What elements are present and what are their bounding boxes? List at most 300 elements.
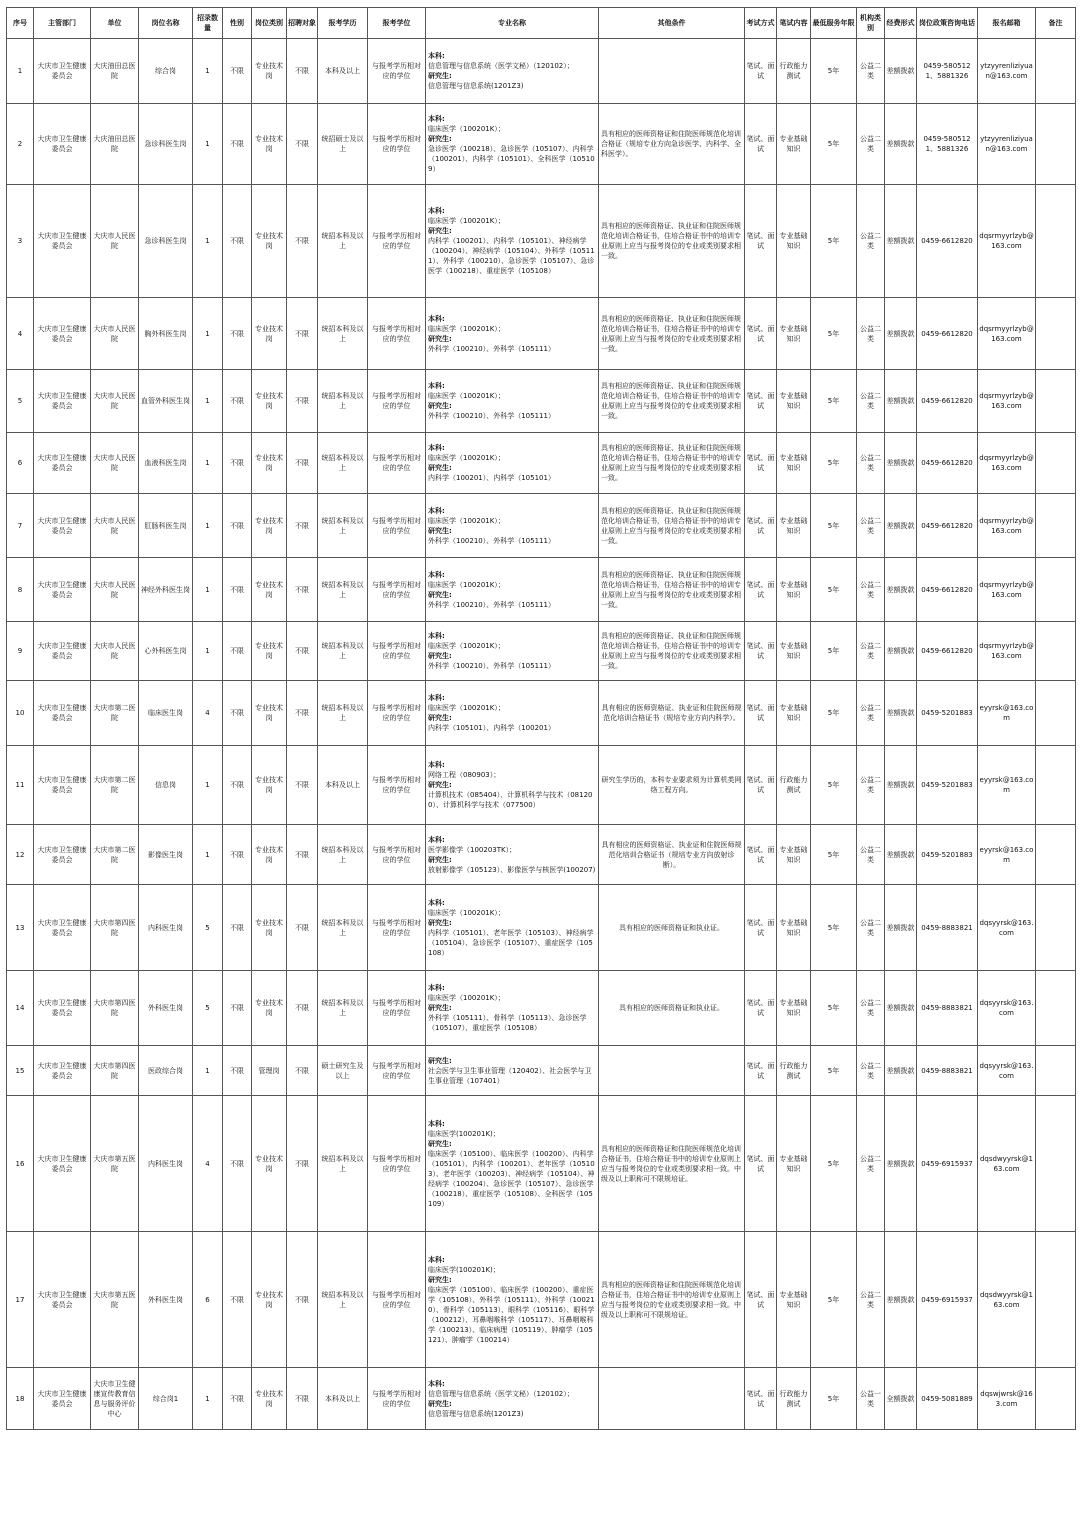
- dept-cell: 大庆市卫生健康委员会: [34, 1046, 91, 1096]
- post-cell: 外科医生岗: [139, 1232, 193, 1368]
- quota-cell: 1: [193, 622, 223, 681]
- condition-cell: 具有相应的医师资格证和住院医师规范化培训合格证书，住培合格证书中的培训专业原则上应当与报考岗位的专业或类别要求相一致。中级及以上职称可不限规培证。: [599, 1096, 745, 1232]
- undergrad-label: 本科:: [428, 835, 445, 844]
- condition-cell: [599, 1368, 745, 1430]
- table-row: [7, 494, 1076, 558]
- unit-cell: 大庆市第二医院: [91, 681, 139, 746]
- degree-cell: 与报考学历相对应的学位: [368, 746, 426, 825]
- seq-cell: 1: [7, 39, 34, 104]
- exam-content-cell: 行政能力测试: [777, 1368, 811, 1430]
- email-cell: dqsrmyyrlzyb@163.com: [978, 370, 1036, 433]
- exam-method-cell: 笔试、面试: [745, 746, 777, 825]
- exam-content-cell: 行政能力测试: [777, 39, 811, 104]
- condition-cell: [599, 39, 745, 104]
- email-cell: eyyrsk@163.com: [978, 681, 1036, 746]
- quota-cell: 1: [193, 746, 223, 825]
- undergrad-label: 本科:: [428, 444, 445, 452]
- table-row: [7, 39, 1076, 104]
- education-cell: 统招硕士及以上: [318, 104, 368, 185]
- post-cell: 胸外科医生岗: [139, 298, 193, 370]
- org-type-cell: 公益二类: [857, 622, 885, 681]
- phone-cell: 0459-6915937: [917, 1232, 978, 1368]
- recruitment-sheet: [6, 7, 1076, 1430]
- exam-method-cell: 笔试、面试: [745, 1232, 777, 1368]
- service-years-cell: 5年: [811, 370, 857, 433]
- degree-cell: 与报考学历相对应的学位: [368, 494, 426, 558]
- unit-cell: 大庆市第四医院: [91, 885, 139, 971]
- service-years-cell: 5年: [811, 298, 857, 370]
- seq-cell: 9: [7, 622, 34, 681]
- service-years-cell: 5年: [811, 746, 857, 825]
- col-header: 岗位政策咨询电话: [917, 8, 978, 39]
- funding-cell: 差额拨款: [885, 370, 917, 433]
- funding-cell: 差额拨款: [885, 298, 917, 370]
- org-type-cell: 公益二类: [857, 494, 885, 558]
- exam-content-cell: 专业基础知识: [777, 1096, 811, 1232]
- col-header: 招聘对象: [287, 8, 318, 39]
- dept-cell: 大庆市卫生健康委员会: [34, 1232, 91, 1368]
- gender-cell: 不限: [223, 1232, 252, 1368]
- org-type-cell: 公益二类: [857, 185, 885, 298]
- col-header: 最低服务年限: [811, 8, 857, 39]
- post-cell: 内科医生岗: [139, 885, 193, 971]
- grad-label: 研究生:: [428, 590, 452, 599]
- degree-cell: 与报考学历相对应的学位: [368, 298, 426, 370]
- education-cell: 统招本科及以上: [318, 825, 368, 885]
- degree-cell: 与报考学历相对应的学位: [368, 1046, 426, 1096]
- funding-cell: 差额拨款: [885, 622, 917, 681]
- col-header: 其他条件: [599, 8, 745, 39]
- service-years-cell: 5年: [811, 185, 857, 298]
- org-type-cell: 公益二类: [857, 433, 885, 494]
- note-cell: [1036, 1368, 1076, 1430]
- major-cell: [426, 1232, 599, 1368]
- category-cell: 专业技术岗: [252, 494, 287, 558]
- funding-cell: 差额拨款: [885, 433, 917, 494]
- grad-majors: 信息管理与信息系统(1201Z3): [428, 82, 524, 90]
- exam-method-cell: 笔试、面试: [745, 433, 777, 494]
- condition-cell: 具有相应的医师资格证、执业证和住院医师规范化培训合格证书（规培专业方向放射诊断）。: [599, 825, 745, 885]
- note-cell: [1036, 1232, 1076, 1368]
- quota-cell: 1: [193, 433, 223, 494]
- note-cell: [1036, 185, 1076, 298]
- quota-cell: 5: [193, 885, 223, 971]
- category-cell: 专业技术岗: [252, 39, 287, 104]
- phone-cell: 0459-5201883: [917, 681, 978, 746]
- target-cell: 不限: [287, 433, 318, 494]
- note-cell: [1036, 1046, 1076, 1096]
- undergrad-majors: 临床医学（100201K）；: [428, 217, 505, 225]
- org-type-cell: 公益二类: [857, 370, 885, 433]
- seq-cell: 13: [7, 885, 34, 971]
- education-cell: 统招本科及以上: [318, 185, 368, 298]
- degree-cell: 与报考学历相对应的学位: [368, 370, 426, 433]
- phone-cell: 0459-8883821: [917, 1046, 978, 1096]
- grad-majors: 外科学（100210）、外科学（105111）: [428, 344, 555, 353]
- degree-cell: 与报考学历相对应的学位: [368, 185, 426, 298]
- major-cell: [426, 885, 599, 971]
- phone-cell: 0459-6612820: [917, 298, 978, 370]
- condition-cell: 具有相应的医师资格证、执业证和住院医师规范化培训合格证书，住培合格证书中的培训专业原则上应当与报考岗位的专业或类别要求相一致。: [599, 433, 745, 494]
- unit-cell: 大庆市人民医院: [91, 558, 139, 622]
- post-cell: 肛肠科医生岗: [139, 494, 193, 558]
- col-header: 考试方式: [745, 8, 777, 39]
- major-cell: [426, 185, 599, 298]
- target-cell: 不限: [287, 39, 318, 104]
- grad-majors: 外科学（100210）、外科学（105111）: [428, 662, 555, 670]
- col-header: 经费形式: [885, 8, 917, 39]
- quota-cell: 4: [193, 681, 223, 746]
- category-cell: 专业技术岗: [252, 298, 287, 370]
- org-type-cell: 公益二类: [857, 104, 885, 185]
- dept-cell: 大庆市卫生健康委员会: [34, 39, 91, 104]
- table-row: [7, 885, 1076, 971]
- table-row: [7, 558, 1076, 622]
- funding-cell: 差额拨款: [885, 104, 917, 185]
- dept-cell: 大庆市卫生健康委员会: [34, 746, 91, 825]
- undergrad-majors: 临床医学（100201K）；: [428, 516, 505, 525]
- org-type-cell: 公益二类: [857, 681, 885, 746]
- grad-majors: 放射影像学（105123）、影像医学与核医学(100207): [428, 865, 596, 874]
- degree-cell: 与报考学历相对应的学位: [368, 104, 426, 185]
- education-cell: 统招本科及以上: [318, 298, 368, 370]
- email-cell: eyyrsk@163.com: [978, 825, 1036, 885]
- phone-cell: 0459-6915937: [917, 1096, 978, 1232]
- service-years-cell: 5年: [811, 39, 857, 104]
- table-row: [7, 433, 1076, 494]
- category-cell: 专业技术岗: [252, 746, 287, 825]
- post-cell: 综合岗1: [139, 1368, 193, 1430]
- major-cell: [426, 433, 599, 494]
- funding-cell: 差额拨款: [885, 1096, 917, 1232]
- table-row: [7, 1046, 1076, 1096]
- org-type-cell: 公益二类: [857, 1046, 885, 1096]
- education-cell: 本科及以上: [318, 39, 368, 104]
- quota-cell: 1: [193, 185, 223, 298]
- exam-content-cell: 专业基础知识: [777, 622, 811, 681]
- undergrad-label: 本科:: [428, 506, 445, 515]
- gender-cell: 不限: [223, 185, 252, 298]
- post-cell: 信息岗: [139, 746, 193, 825]
- condition-cell: 具有相应的医师资格证和住院医师规范化培训合格证（规培专业方向急诊医学、内科学、全科医学）。: [599, 104, 745, 185]
- target-cell: 不限: [287, 971, 318, 1046]
- note-cell: [1036, 104, 1076, 185]
- note-cell: [1036, 971, 1076, 1046]
- education-cell: 统招本科及以上: [318, 558, 368, 622]
- grad-label: 研究生:: [428, 135, 452, 143]
- org-type-cell: 公益二类: [857, 558, 885, 622]
- gender-cell: 不限: [223, 825, 252, 885]
- major-cell: [426, 1368, 599, 1430]
- major-cell: [426, 825, 599, 885]
- unit-cell: 大庆市第二医院: [91, 746, 139, 825]
- category-cell: 专业技术岗: [252, 1232, 287, 1368]
- col-header: 备注: [1036, 8, 1076, 39]
- target-cell: 不限: [287, 298, 318, 370]
- phone-cell: 0459-8883821: [917, 885, 978, 971]
- target-cell: 不限: [287, 1046, 318, 1096]
- note-cell: [1036, 39, 1076, 104]
- target-cell: 不限: [287, 622, 318, 681]
- phone-cell: 0459-6612820: [917, 433, 978, 494]
- unit-cell: 大庆市人民医院: [91, 433, 139, 494]
- post-cell: 内科医生岗: [139, 1096, 193, 1232]
- dept-cell: 大庆市卫生健康委员会: [34, 104, 91, 185]
- exam-method-cell: 笔试、面试: [745, 370, 777, 433]
- seq-cell: 17: [7, 1232, 34, 1368]
- unit-cell: 大庆市第五医院: [91, 1232, 139, 1368]
- grad-majors: 信息管理与信息系统(1201Z3): [428, 1409, 524, 1418]
- funding-cell: 差额拨款: [885, 1046, 917, 1096]
- col-header: 序号: [7, 8, 34, 39]
- undergrad-majors: 网络工程（080903）；: [428, 771, 501, 779]
- target-cell: 不限: [287, 494, 318, 558]
- education-cell: 本科及以上: [318, 1368, 368, 1430]
- col-header: 笔试内容: [777, 8, 811, 39]
- category-cell: 管理岗: [252, 1046, 287, 1096]
- phone-cell: 0459-5805121、5881326: [917, 39, 978, 104]
- org-type-cell: 公益二类: [857, 825, 885, 885]
- quota-cell: 1: [193, 370, 223, 433]
- condition-cell: 具有相应的医师资格证、执业证和住院医师规范化培训合格证书（规培专业方向内科学）。: [599, 681, 745, 746]
- table-row: [7, 185, 1076, 298]
- dept-cell: 大庆市卫生健康委员会: [34, 185, 91, 298]
- quota-cell: 1: [193, 104, 223, 185]
- quota-cell: 1: [193, 298, 223, 370]
- major-cell: [426, 39, 599, 104]
- undergrad-majors: 临床医学（100201K）；: [428, 908, 505, 917]
- gender-cell: 不限: [223, 622, 252, 681]
- funding-cell: 差额拨款: [885, 494, 917, 558]
- unit-cell: 大庆油田总医院: [91, 39, 139, 104]
- target-cell: 不限: [287, 746, 318, 825]
- gender-cell: 不限: [223, 298, 252, 370]
- org-type-cell: 公益二类: [857, 1096, 885, 1232]
- phone-cell: 0459-5201883: [917, 746, 978, 825]
- dept-cell: 大庆市卫生健康委员会: [34, 971, 91, 1046]
- target-cell: 不限: [287, 1368, 318, 1430]
- major-cell: [426, 681, 599, 746]
- target-cell: 不限: [287, 1096, 318, 1232]
- exam-content-cell: 专业基础知识: [777, 825, 811, 885]
- unit-cell: 大庆油田总医院: [91, 104, 139, 185]
- gender-cell: 不限: [223, 1046, 252, 1096]
- table-body: [7, 39, 1076, 1430]
- target-cell: 不限: [287, 558, 318, 622]
- seq-cell: 18: [7, 1368, 34, 1430]
- undergrad-majors: 临床医学（100201K）；: [428, 704, 505, 712]
- phone-cell: 0459-6612820: [917, 622, 978, 681]
- table-row: [7, 298, 1076, 370]
- condition-cell: 具有相应的医师资格证、执业证和住院医师规范化培训合格证书，住培合格证书中的培训专业原则上应当与报考岗位的专业或类别要求相一致。: [599, 622, 745, 681]
- target-cell: 不限: [287, 185, 318, 298]
- exam-method-cell: 笔试、面试: [745, 1096, 777, 1232]
- grad-majors: 社会医学与卫生事业管理（120402）、社会医学与卫生事业管理（107401）: [428, 1066, 592, 1085]
- table-row: [7, 825, 1076, 885]
- grad-label: 研究生:: [428, 227, 452, 235]
- dept-cell: 大庆市卫生健康委员会: [34, 298, 91, 370]
- seq-cell: 4: [7, 298, 34, 370]
- quota-cell: 4: [193, 1096, 223, 1232]
- education-cell: 硕士研究生及以上: [318, 1046, 368, 1096]
- quota-cell: 1: [193, 558, 223, 622]
- grad-majors: 计算机技术（085404）、计算机科学与技术（081200）、计算机科学与技术（077500）: [428, 791, 593, 809]
- email-cell: dqsrmyyrlzyb@163.com: [978, 622, 1036, 681]
- org-type-cell: 公益二类: [857, 39, 885, 104]
- condition-cell: 具有相应的医师资格证、执业证和住院医师规范化培训合格证书，住培合格证书中的培训专业原则上应当与报考岗位的专业或类别要求相一致。: [599, 185, 745, 298]
- quota-cell: 1: [193, 825, 223, 885]
- gender-cell: 不限: [223, 39, 252, 104]
- note-cell: [1036, 885, 1076, 971]
- category-cell: 专业技术岗: [252, 622, 287, 681]
- exam-content-cell: 专业基础知识: [777, 558, 811, 622]
- grad-label: 研究生:: [428, 1399, 452, 1408]
- phone-cell: 0459-5081889: [917, 1368, 978, 1430]
- category-cell: 专业技术岗: [252, 370, 287, 433]
- exam-content-cell: 专业基础知识: [777, 185, 811, 298]
- category-cell: 专业技术岗: [252, 885, 287, 971]
- major-cell: [426, 104, 599, 185]
- unit-cell: 大庆市人民医院: [91, 622, 139, 681]
- note-cell: [1036, 298, 1076, 370]
- org-type-cell: 公益二类: [857, 885, 885, 971]
- exam-content-cell: 专业基础知识: [777, 681, 811, 746]
- category-cell: 专业技术岗: [252, 681, 287, 746]
- quota-cell: 1: [193, 1368, 223, 1430]
- condition-cell: [599, 1046, 745, 1096]
- exam-method-cell: 笔试、面试: [745, 622, 777, 681]
- post-cell: 血管外科医生岗: [139, 370, 193, 433]
- note-cell: [1036, 1096, 1076, 1232]
- email-cell: dqsdwyyrsk@163.com: [978, 1232, 1036, 1368]
- seq-cell: 2: [7, 104, 34, 185]
- undergrad-majors: 临床医学（100201K）；: [428, 580, 505, 589]
- table-row: [7, 1232, 1076, 1368]
- unit-cell: 大庆市第四医院: [91, 971, 139, 1046]
- major-cell: [426, 971, 599, 1046]
- phone-cell: 0459-5805121、5881326: [917, 104, 978, 185]
- table-row: [7, 1096, 1076, 1232]
- quota-cell: 1: [193, 39, 223, 104]
- grad-majors: 外科学（100210）、外科学（105111）: [428, 412, 555, 420]
- education-cell: 统招本科及以上: [318, 1096, 368, 1232]
- exam-content-cell: 专业基础知识: [777, 885, 811, 971]
- undergrad-label: 本科:: [428, 115, 445, 123]
- degree-cell: 与报考学历相对应的学位: [368, 971, 426, 1046]
- major-cell: [426, 370, 599, 433]
- undergrad-label: 本科:: [428, 1119, 445, 1128]
- note-cell: [1036, 558, 1076, 622]
- post-cell: 临床医生岗: [139, 681, 193, 746]
- gender-cell: 不限: [223, 370, 252, 433]
- exam-method-cell: 笔试、面试: [745, 885, 777, 971]
- post-cell: 急诊科医生岗: [139, 104, 193, 185]
- seq-cell: 3: [7, 185, 34, 298]
- org-type-cell: 公益二类: [857, 1232, 885, 1368]
- funding-cell: 差额拨款: [885, 825, 917, 885]
- quota-cell: 1: [193, 1046, 223, 1096]
- gender-cell: 不限: [223, 885, 252, 971]
- degree-cell: 与报考学历相对应的学位: [368, 39, 426, 104]
- education-cell: 统招本科及以上: [318, 622, 368, 681]
- funding-cell: 差额拨款: [885, 39, 917, 104]
- exam-content-cell: 专业基础知识: [777, 494, 811, 558]
- undergrad-label: 本科:: [428, 761, 445, 769]
- funding-cell: 全额拨款: [885, 1368, 917, 1430]
- grad-label: 研究生:: [428, 1004, 452, 1012]
- note-cell: [1036, 433, 1076, 494]
- undergrad-label: 本科:: [428, 207, 445, 215]
- condition-cell: 具有相应的医师资格证和执业证。: [599, 971, 745, 1046]
- exam-content-cell: 行政能力测试: [777, 1046, 811, 1096]
- undergrad-label: 本科:: [428, 570, 445, 579]
- table-row: [7, 370, 1076, 433]
- exam-method-cell: 笔试、面试: [745, 39, 777, 104]
- email-cell: ytzyyrenliziyuan@163.com: [978, 104, 1036, 185]
- grad-majors: 外科学（105111）、骨科学（105113）、急诊医学（105107）、重症医学（105108）: [428, 1014, 587, 1032]
- funding-cell: 差额拨款: [885, 558, 917, 622]
- condition-cell: 具有相应的医师资格证、执业证和住院医师规范化培训合格证书，住培合格证书中的培训专业原则上应当与报考岗位的专业或类别要求相一致。: [599, 494, 745, 558]
- seq-cell: 15: [7, 1046, 34, 1096]
- unit-cell: 大庆市人民医院: [91, 370, 139, 433]
- phone-cell: 0459-6612820: [917, 370, 978, 433]
- degree-cell: 与报考学历相对应的学位: [368, 681, 426, 746]
- exam-content-cell: 专业基础知识: [777, 971, 811, 1046]
- gender-cell: 不限: [223, 681, 252, 746]
- col-header: 主管部门: [34, 8, 91, 39]
- col-header: 机构类别: [857, 8, 885, 39]
- grad-label: 研究生:: [428, 855, 452, 864]
- condition-cell: 研究生学历的，本科专业要求须为计算机类网络工程方向。: [599, 746, 745, 825]
- grad-label: 研究生:: [428, 1056, 452, 1065]
- note-cell: [1036, 746, 1076, 825]
- email-cell: dqsyyrsk@163.com: [978, 885, 1036, 971]
- email-cell: dqsyyrsk@163.com: [978, 971, 1036, 1046]
- dept-cell: 大庆市卫生健康委员会: [34, 622, 91, 681]
- target-cell: 不限: [287, 681, 318, 746]
- undergrad-label: 本科:: [428, 898, 445, 907]
- exam-content-cell: 专业基础知识: [777, 433, 811, 494]
- note-cell: [1036, 681, 1076, 746]
- major-cell: [426, 1096, 599, 1232]
- email-cell: dqsrmyyrlzyb@163.com: [978, 433, 1036, 494]
- service-years-cell: 5年: [811, 1368, 857, 1430]
- category-cell: 专业技术岗: [252, 433, 287, 494]
- phone-cell: 0459-6612820: [917, 494, 978, 558]
- undergrad-label: 本科:: [428, 382, 445, 390]
- service-years-cell: 5年: [811, 681, 857, 746]
- grad-majors: 临床医学（105100）、临床医学（100200）、重症医学（105108）、外科学（105111）、外科学（100210）、骨科学（105113）、眼科学（105116）、眼科学（100212）、耳鼻咽喉科学（105117）、耳鼻咽喉科学（100213）、临床病理（105119）、肿瘤学（105121）、肿瘤学（100214）: [428, 1285, 595, 1344]
- funding-cell: 差额拨款: [885, 971, 917, 1046]
- seq-cell: 5: [7, 370, 34, 433]
- unit-cell: 大庆市第四医院: [91, 1046, 139, 1096]
- gender-cell: 不限: [223, 433, 252, 494]
- org-type-cell: 公益二类: [857, 971, 885, 1046]
- quota-cell: 6: [193, 1232, 223, 1368]
- table-row: [7, 746, 1076, 825]
- grad-label: 研究生:: [428, 1275, 452, 1284]
- gender-cell: 不限: [223, 746, 252, 825]
- exam-content-cell: 专业基础知识: [777, 104, 811, 185]
- table-row: [7, 971, 1076, 1046]
- condition-cell: 具有相应的医师资格证和住院医师规范化培训合格证书，住培合格证书中的培训专业原则上应当与报考岗位的专业或类别要求相一致。中级及以上职称可不限规培证。: [599, 1232, 745, 1368]
- undergrad-majors: 临床医学（100201K）；: [428, 324, 505, 333]
- service-years-cell: 5年: [811, 622, 857, 681]
- seq-cell: 7: [7, 494, 34, 558]
- target-cell: 不限: [287, 104, 318, 185]
- recruitment-table: [6, 7, 1076, 1430]
- grad-majors: 外科学（100210）、外科学（105111）: [428, 600, 555, 609]
